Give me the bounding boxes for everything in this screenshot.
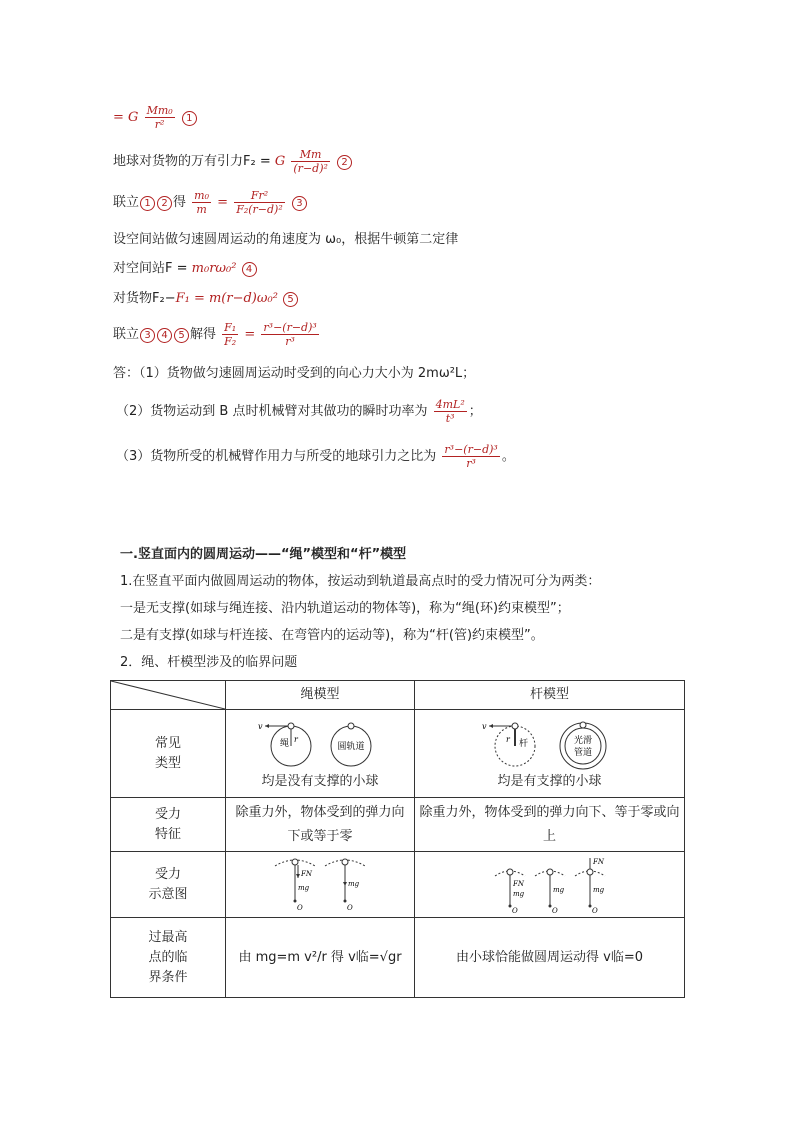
section-para-3: 二是有支撑(如球与杆连接、在弯管内的运动等)，称为“杆(管)约束模型”。 [120, 628, 544, 643]
eq3-fraction-2 [234, 189, 285, 216]
eq-line-3 [113, 189, 308, 216]
eq-line-2 [113, 148, 353, 175]
eq5-prefix: 对空间站F = [113, 261, 188, 276]
eq6-expr: F₁ = m(r−d)ω₀² [175, 291, 278, 306]
eq3-fraction-1 [192, 189, 211, 216]
eq7-prefix: 联立 [113, 327, 140, 342]
row3-header-line1: 受力 [154, 866, 181, 882]
eq3-den2: F₂(r−d)² [236, 203, 283, 216]
rope-force-diagram-cell [226, 852, 415, 918]
eq7-den2: r³ [285, 335, 295, 348]
row4-header-line1: 过最高 [148, 929, 188, 945]
section-title: 一.竖直面内的圆周运动——“绳”模型和“杆”模型 [120, 547, 407, 562]
eq2-den: (r−d)² [293, 162, 328, 175]
rod-force-feature: 除重力外，物体受到的弹力向下、等于零或向上 [415, 798, 685, 852]
rod-diag3-o: O [591, 906, 598, 914]
row1-header-line1: 常见 [154, 735, 181, 751]
circled-1: 1 [182, 111, 197, 126]
rod-fig-v-label: v [481, 721, 487, 731]
diagonal-cell [111, 681, 226, 710]
rope-fig-label-track: 圆轨道 [337, 741, 365, 752]
rod-diag1-mg: mg [512, 889, 524, 898]
row3-header-line2: 示意图 [148, 886, 188, 902]
rope-force-feature: 除重力外，物体受到的弹力向下或等于零 [226, 798, 415, 852]
row2-header-line2: 特征 [154, 826, 181, 842]
circled-5b: 5 [174, 328, 189, 343]
answer-2-num: 4mL² [435, 398, 465, 411]
rope-fig-r-label: r [294, 734, 298, 744]
rope-common-types-cell [226, 710, 415, 798]
eq1-num: Mm₀ [146, 104, 173, 117]
table-row [111, 710, 685, 798]
eq3-equals: = [217, 195, 229, 210]
section-para-1: 1.在竖直平面内做圆周运动的物体，按运动到轨道最高点时的受力情况可分为两类： [120, 574, 601, 589]
eq3-num2: Fr² [234, 189, 285, 203]
eq-line-6 [113, 289, 299, 309]
rope-common-caption: 均是没有支撑的小球 [261, 773, 379, 789]
row4-header-line3: 界条件 [148, 969, 188, 985]
answer-2-den: t³ [445, 412, 455, 425]
answer-2-text: （2）货物运动到 B 点时机械臂对其做功的瞬时功率为 [116, 404, 428, 419]
section-para-2: 一是无支撑(如球与绳连接、沿内轨道运动的物体等)，称为“绳(环)约束模型”； [120, 601, 570, 616]
eq7-equals: = [244, 327, 256, 342]
row-header-force-diagram [111, 852, 226, 918]
eq6-prefix: 对货物F₂− [113, 291, 176, 306]
answer-3-num: r³−(r−d)³ [444, 443, 498, 456]
rope-force-diagram [265, 856, 375, 914]
rod-common-types-cell [415, 710, 685, 798]
diagonal-line [111, 681, 225, 709]
rope-type-figure [255, 716, 385, 772]
answer-3-suffix: 。 [501, 449, 515, 464]
eq2-num: Mm [291, 148, 330, 162]
answer-2 [116, 398, 482, 425]
circled-2b: 2 [157, 196, 172, 211]
circled-4: 4 [242, 262, 257, 277]
rod-force-diagram [490, 856, 610, 914]
circled-3: 3 [292, 196, 307, 211]
rope-fig-label-rope: 绳 [280, 738, 290, 749]
eq-line-7 [113, 321, 321, 348]
col-header-rod: 杆模型 [415, 681, 685, 710]
eq1-den: r² [154, 118, 165, 131]
rope-diag1-fn: FN [301, 869, 312, 878]
rope-diag2-mg: mg [348, 879, 360, 888]
rod-diag2-mg: mg [552, 885, 564, 894]
eq3-num1: m₀ [194, 189, 210, 202]
rod-force-diagram-cell [415, 852, 685, 918]
eq3-den1: m [196, 203, 207, 216]
rod-fig-label-rod: 杆 [518, 738, 528, 749]
rod-common-caption: 均是有支撑的小球 [497, 773, 602, 789]
eq2-fraction [291, 148, 330, 175]
eq2-prefix: 地球对货物的万有引力F₂ = [113, 154, 271, 169]
rod-diag1-o: O [511, 906, 518, 914]
eq-line-4: 设空间站做匀速圆周运动的角速度为 ω₀，根据牛顿第二定律 [113, 232, 459, 247]
eq-line-5 [113, 259, 258, 279]
eq3-prefix: 联立 [113, 195, 140, 210]
rod-type-figure [475, 716, 625, 772]
circled-5: 5 [283, 292, 298, 307]
eq-line-1 [113, 104, 198, 131]
rope-fig-v-label: v [258, 721, 263, 731]
eq1-fraction [145, 104, 175, 131]
table-row [111, 918, 685, 998]
row-header-critical-condition [111, 918, 226, 998]
row-header-force-feature [111, 798, 226, 852]
model-comparison-table [110, 680, 685, 998]
row4-header-line2: 点的临 [148, 949, 188, 965]
section-para-4: 2．绳、杆模型涉及的临界问题 [120, 655, 298, 670]
col-header-rope: 绳模型 [226, 681, 415, 710]
answer-2-suffix: ； [468, 404, 482, 419]
row2-header-line1: 受力 [154, 806, 181, 822]
rope-diag2-o: O [347, 903, 353, 912]
rod-diag2-o: O [551, 906, 558, 914]
eq7-den1: F₂ [224, 335, 237, 348]
rod-fig-r-label: r [505, 734, 510, 744]
answer-3-den: r³ [466, 457, 476, 470]
eq1-prefix: = G [113, 110, 139, 125]
answer-2-fraction [434, 398, 467, 425]
eq3-mid: 得 [173, 195, 187, 210]
rod-diag3-mg: mg [592, 885, 604, 894]
row-header-common-types [111, 710, 226, 798]
eq2-g: G [274, 154, 286, 169]
table-header-row [111, 681, 685, 710]
rope-diag1-o: O [297, 903, 303, 912]
circled-4b: 4 [157, 328, 172, 343]
eq7-num2: r³−(r−d)³ [263, 321, 317, 334]
eq7-mid: 解得 [190, 327, 217, 342]
rod-critical-condition: 由小球恰能做圆周运动得 v临=0 [415, 918, 685, 998]
rod-diag1-fn: FN [512, 879, 524, 888]
circled-3b: 3 [140, 328, 155, 343]
rod-diag3-fn: FN [592, 857, 604, 866]
circled-2: 2 [337, 155, 352, 170]
circled-1b: 1 [140, 196, 155, 211]
table-row [111, 852, 685, 918]
rope-critical-condition: 由 mg=m v²/r 得 v临=√gr [226, 918, 415, 998]
answer-3-text: （3）货物所受的机械臂作用力与所受的地球引力之比为 [116, 449, 437, 464]
answer-1: 答：（1）货物做匀速圆周运动时受到的向心力大小为 2mω²L； [113, 366, 476, 381]
eq7-fraction-2 [261, 321, 318, 348]
rod-fig-label-pipe: 管道 [573, 747, 592, 758]
rope-diag1-mg: mg [298, 883, 310, 892]
answer-3 [116, 443, 515, 470]
table-row [111, 798, 685, 852]
eq7-num1: F₁ [224, 321, 237, 334]
row1-header-line2: 类型 [154, 755, 181, 771]
answer-3-fraction [442, 443, 499, 470]
eq5-expr: m₀rω₀² [191, 261, 237, 276]
eq7-fraction-1 [222, 321, 238, 348]
rod-fig-label-smooth: 光滑 [573, 735, 592, 746]
